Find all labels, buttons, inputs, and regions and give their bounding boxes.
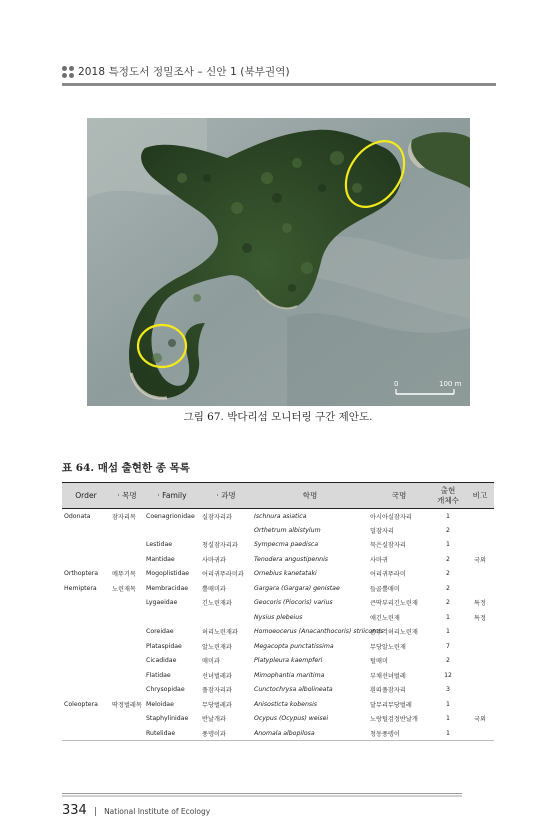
species-table (62, 482, 494, 741)
cell-count: 7 (446, 642, 450, 650)
cell-order-kr (110, 639, 144, 654)
figure-caption: 그림 67. 박다리섬 모니터링 구간 제안도. (183, 411, 373, 423)
cell-order-kr (110, 538, 144, 553)
cell-family (144, 610, 200, 625)
cell-note (466, 726, 494, 741)
cell-kr: 큰딱부리긴노린재 (370, 600, 418, 608)
cell-sci: Nysius plebeius (254, 613, 303, 621)
aerial-photo (87, 118, 470, 406)
col-header-scientific-name: 학명 (252, 483, 368, 509)
cell-family: Lygaeidae (146, 599, 178, 607)
cell-note (466, 538, 494, 553)
table-row (62, 654, 494, 669)
page-number: 334 (62, 803, 87, 818)
cell-note: 국외 (474, 716, 486, 724)
cell-order (62, 668, 110, 683)
cell-kr: 사마귀 (370, 556, 388, 564)
cell-count: 2 (446, 657, 450, 665)
cell-order-kr (110, 726, 144, 741)
cell-count: 2 (446, 584, 450, 592)
cell-family-kr: 뿔매미과 (202, 585, 226, 593)
cell-note (466, 625, 494, 640)
cell-count: 1 (446, 512, 450, 520)
cell-count: 2 (446, 570, 450, 578)
cell-family-kr: 긴노린재과 (202, 600, 232, 608)
cell-order-kr (110, 523, 144, 538)
table-row (62, 523, 494, 538)
cell-count: 1 (430, 726, 466, 741)
cell-order-kr (110, 610, 144, 625)
cell-family: Chrysopidae (146, 686, 185, 694)
table-row (62, 509, 494, 524)
cell-sci: Geocoris (Piocoris) varius (254, 599, 333, 607)
cell-order-kr: 딱정벌레목 (112, 701, 142, 709)
cell-family-kr: 풍뎅이과 (200, 726, 252, 741)
scale-start-label: 0 (394, 380, 399, 388)
cell-sci: Platypleura kaempferi (254, 657, 323, 665)
col-header-count: 출현 개체수 (430, 483, 466, 509)
cell-order (62, 552, 110, 567)
cell-kr: 털매미 (370, 658, 388, 666)
cell-family: Coreidae (146, 628, 174, 636)
cell-kr: 달무리무당벌레 (370, 701, 412, 709)
footer-rule (62, 793, 462, 794)
cell-note: 국외 (474, 556, 486, 564)
cell-sci: Anomala albopilosa (252, 726, 368, 741)
cell-kr: 애긴노린재 (370, 614, 400, 622)
cell-order-kr: 잠자리목 (112, 513, 136, 521)
col-header-family-kr: · 과명 (200, 483, 252, 509)
cell-order (62, 538, 110, 553)
cell-kr: 좀주걱허리노린재 (370, 629, 418, 637)
cell-family: Staphylinidae (146, 715, 189, 723)
cell-sci: Cunctochrysa albolineata (254, 686, 333, 694)
cell-order-kr (110, 654, 144, 669)
cell-sci: Megacopta punctatissima (254, 642, 334, 650)
table-row (62, 567, 494, 582)
header-rule (62, 83, 496, 86)
cell-family-kr: 풀잠자리과 (202, 687, 232, 695)
table-row (62, 610, 494, 625)
cell-family: Meloidae (146, 700, 174, 708)
cell-kr: 청동풍뎅이 (368, 726, 430, 741)
table-body (62, 509, 494, 741)
cell-family-kr: 알노린재과 (202, 643, 232, 651)
cell-order: Odonata (64, 512, 91, 520)
cell-order (62, 625, 110, 640)
cell-order (62, 639, 110, 654)
cell-note (466, 581, 494, 596)
cell-sci: Anisosticta kobensis (254, 700, 318, 708)
cell-family: Plataspidae (146, 642, 182, 650)
cell-family-kr: 실잠자리과 (202, 513, 232, 521)
cell-order-kr (110, 625, 144, 640)
cell-family-kr: 매미과 (202, 658, 220, 666)
cell-sci: Tenodera angustipennis (254, 555, 329, 563)
cell-order-kr (110, 712, 144, 727)
cell-order (62, 596, 110, 611)
cell-note: 특정 (474, 614, 486, 622)
footer-rule-shadow (62, 795, 462, 797)
cell-family-kr (200, 523, 252, 538)
cell-order (62, 523, 110, 538)
cell-sci: Sympecma paedisca (254, 541, 319, 549)
cell-order (62, 683, 110, 698)
cell-family-kr: 선녀벌레과 (202, 672, 232, 680)
table-row (62, 596, 494, 611)
footer-separator: | (93, 807, 97, 817)
cell-family-kr: 허리노린재과 (202, 629, 238, 637)
cell-kr: 노랑털검정반날개 (370, 716, 418, 724)
cell-kr: 무당알노린재 (370, 643, 406, 651)
cell-sci: Mimophantia maritima (254, 671, 325, 679)
cell-count: 1 (446, 613, 450, 621)
cell-note (466, 567, 494, 582)
table-row (62, 697, 494, 712)
header-dots-icon (62, 66, 74, 78)
cell-family: Mogoplistidae (146, 570, 190, 578)
header-title: 2018 특정도서 정밀조사 – 신안 1 (북부권역) (78, 66, 290, 78)
col-header-korean-name: 국명 (368, 483, 430, 509)
cell-count: 2 (446, 526, 450, 534)
cell-family: Cicadidae (146, 657, 177, 665)
cell-count: 1 (446, 541, 450, 549)
cell-note (466, 509, 494, 524)
cell-family: Coenagrionidae (146, 512, 195, 520)
cell-sci: Ornebius kanetataki (254, 570, 317, 578)
cell-family-kr: 어리귀뚜라미과 (202, 571, 244, 579)
cell-sci: Orthetrum albistylum (254, 526, 321, 534)
col-header-order: Order (62, 483, 110, 509)
cell-note (466, 683, 494, 698)
col-header-family: · Family (144, 483, 200, 509)
table-row (62, 581, 494, 596)
cell-count: 12 (444, 671, 452, 679)
cell-sci: Gargara (Gargara) genistae (254, 584, 340, 592)
cell-family: Membracidae (146, 584, 189, 592)
scale-end-label: 100 m (439, 380, 462, 388)
table-row (62, 538, 494, 553)
cell-kr: 들골뿔매미 (370, 585, 400, 593)
cell-order-kr (110, 683, 144, 698)
cell-count: 2 (446, 599, 450, 607)
table-row (62, 552, 494, 567)
cell-note (466, 639, 494, 654)
cell-family-kr: 반날개과 (202, 716, 226, 724)
cell-order: Coleoptera (64, 700, 98, 708)
cell-family-kr (200, 610, 252, 625)
cell-kr: 아시아실잠자리 (370, 513, 412, 521)
cell-order-kr (110, 596, 144, 611)
cell-note: 특정 (474, 600, 486, 608)
cell-order: Hemiptera (64, 584, 97, 592)
cell-order-kr: 노린재목 (112, 585, 136, 593)
cell-family: Mantidae (146, 555, 175, 563)
cell-sci: Ocypus (Ocypus) weisei (254, 715, 329, 723)
table-row (62, 668, 494, 683)
cell-order (62, 654, 110, 669)
table-row (62, 639, 494, 654)
table-header-row (62, 483, 494, 509)
cell-count: 3 (446, 686, 450, 694)
cell-note (466, 523, 494, 538)
table-row (62, 625, 494, 640)
cell-order (62, 610, 110, 625)
table-row (62, 726, 494, 741)
cell-family (144, 523, 200, 538)
cell-count: 2 (446, 555, 450, 563)
cell-sci: Homoeocerus (Anacanthocoris) striicornis (254, 628, 384, 636)
table-row (62, 683, 494, 698)
cell-family-kr: 청실잠자리과 (202, 542, 238, 550)
cell-family: Flatidae (146, 671, 171, 679)
table-row (62, 712, 494, 727)
col-header-order-kr: · 목명 (110, 483, 144, 509)
cell-family-kr: 사마귀과 (202, 556, 226, 564)
cell-sci: Ischnura asiatica (254, 512, 307, 520)
footer-organization: National Institute of Ecology (104, 807, 211, 816)
cell-order-kr (110, 552, 144, 567)
cell-count: 1 (446, 700, 450, 708)
running-header (62, 64, 496, 86)
cell-order (62, 712, 110, 727)
cell-note (466, 668, 494, 683)
cell-count: 1 (446, 628, 450, 636)
col-header-note: 비고 (466, 483, 494, 509)
cell-note (466, 654, 494, 669)
page-footer (62, 799, 210, 819)
cell-kr: 어리귀뚜라미 (370, 571, 406, 579)
cell-order (62, 726, 110, 741)
cell-order-kr: 메뚜기목 (112, 571, 136, 579)
cell-count: 1 (446, 715, 450, 723)
cell-kr: 흰띠풀잠자리 (370, 687, 406, 695)
cell-note (466, 697, 494, 712)
cell-order-kr (110, 668, 144, 683)
cell-order: Orthoptera (64, 570, 99, 578)
cell-kr: 밀잠자리 (370, 527, 394, 535)
island-map (87, 118, 470, 406)
table-title: 표 64. 매섬 출현한 종 목록 (62, 462, 190, 474)
cell-kr: 부채선녀벌레 (370, 672, 406, 680)
cell-family: Lestidae (146, 541, 173, 549)
cell-family: Rutelidae (144, 726, 200, 741)
cell-family-kr: 무당벌레과 (202, 701, 232, 709)
cell-kr: 묵은실잠자리 (370, 542, 406, 550)
